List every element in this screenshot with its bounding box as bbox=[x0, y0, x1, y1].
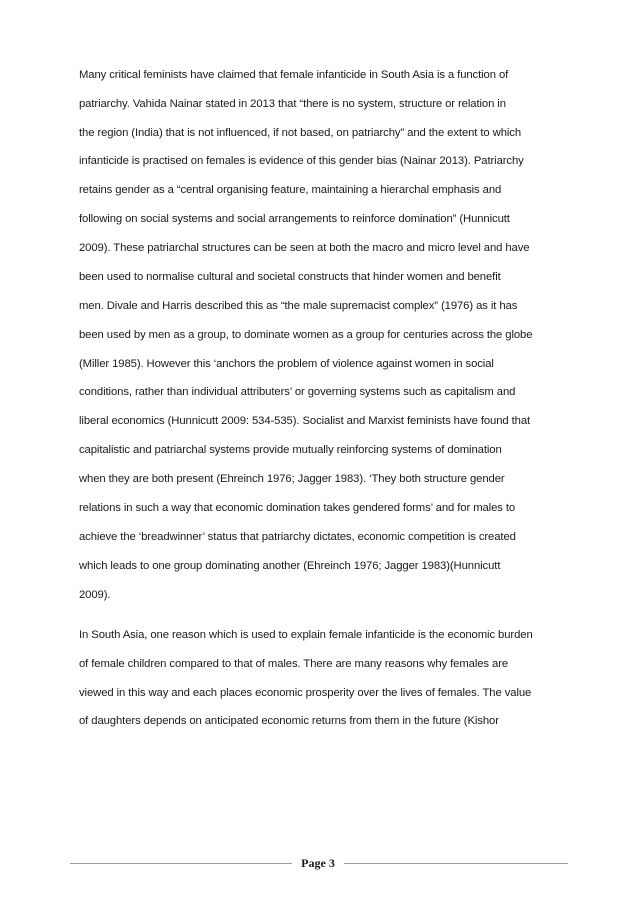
text-line: viewed in this way and each places economic prosperity over the lives of females. The value bbox=[79, 687, 532, 699]
text-line: relations in such a way that economic domination takes gendered forms’ and for males to bbox=[79, 502, 516, 514]
text-line: the region (India) that is not influenced, if not based, on patriarchy” and the extent to which bbox=[79, 127, 522, 139]
text-line: been used by men as a group, to dominate women as a group for centuries across the globe bbox=[79, 329, 533, 341]
text-line: In South Asia, one reason which is used to explain female infanticide is the economic burden bbox=[79, 629, 533, 641]
text-line: (Miller 1985). However this ‘anchors the problem of violence against women in social bbox=[79, 358, 494, 370]
footer-divider-right bbox=[344, 863, 568, 864]
text-line: which leads to one group dominating another (Ehreinch 1976; Jagger 1983)(Hunnicutt bbox=[79, 560, 501, 572]
text-line: 2009). bbox=[79, 589, 111, 601]
text-line: infanticide is practised on females is evidence of this gender bias (Nainar 2013). Patriarchy bbox=[79, 155, 524, 167]
text-line: retains gender as a “central organising feature, maintaining a hierarchal emphasis and bbox=[79, 184, 502, 196]
text-line: patriarchy. Vahida Nainar stated in 2013 that “there is no system, structure or relation in bbox=[79, 98, 506, 110]
text-line: Many critical feminists have claimed that female infanticide in South Asia is a function of bbox=[79, 69, 509, 81]
text-line: been used to normalise cultural and societal constructs that hinder women and benefit bbox=[79, 271, 501, 283]
footer-divider-left bbox=[70, 863, 292, 864]
text-line: when they are both present (Ehreinch 1976; Jagger 1983). ‘They both structure gender bbox=[79, 473, 505, 485]
text-line: 2009). These patriarchal structures can be seen at both the macro and micro level and have bbox=[79, 242, 530, 254]
text-line: conditions, rather than individual attributers’ or governing systems such as capitalism and bbox=[79, 386, 516, 398]
text-line: of daughters depends on anticipated economic returns from them in the future (Kishor bbox=[79, 715, 499, 727]
text-line: of female children compared to that of males. There are many reasons why females are bbox=[79, 658, 509, 670]
text-line: capitalistic and patriarchal systems provide mutually reinforcing systems of domination bbox=[79, 444, 502, 456]
text-line: liberal economics (Hunnicutt 2009: 534-535). Socialist and Marxist feminists have found that bbox=[79, 415, 531, 427]
text-line: achieve the ‘breadwinner’ status that patriarchy dictates, economic competition is created bbox=[79, 531, 516, 543]
text-line: men. Divale and Harris described this as “the male supremacist complex” (1976) as it has bbox=[79, 300, 518, 312]
text-line: following on social systems and social arrangements to reinforce domination” (Hunnicutt bbox=[79, 213, 510, 225]
page-number: Page 3 bbox=[301, 856, 335, 870]
